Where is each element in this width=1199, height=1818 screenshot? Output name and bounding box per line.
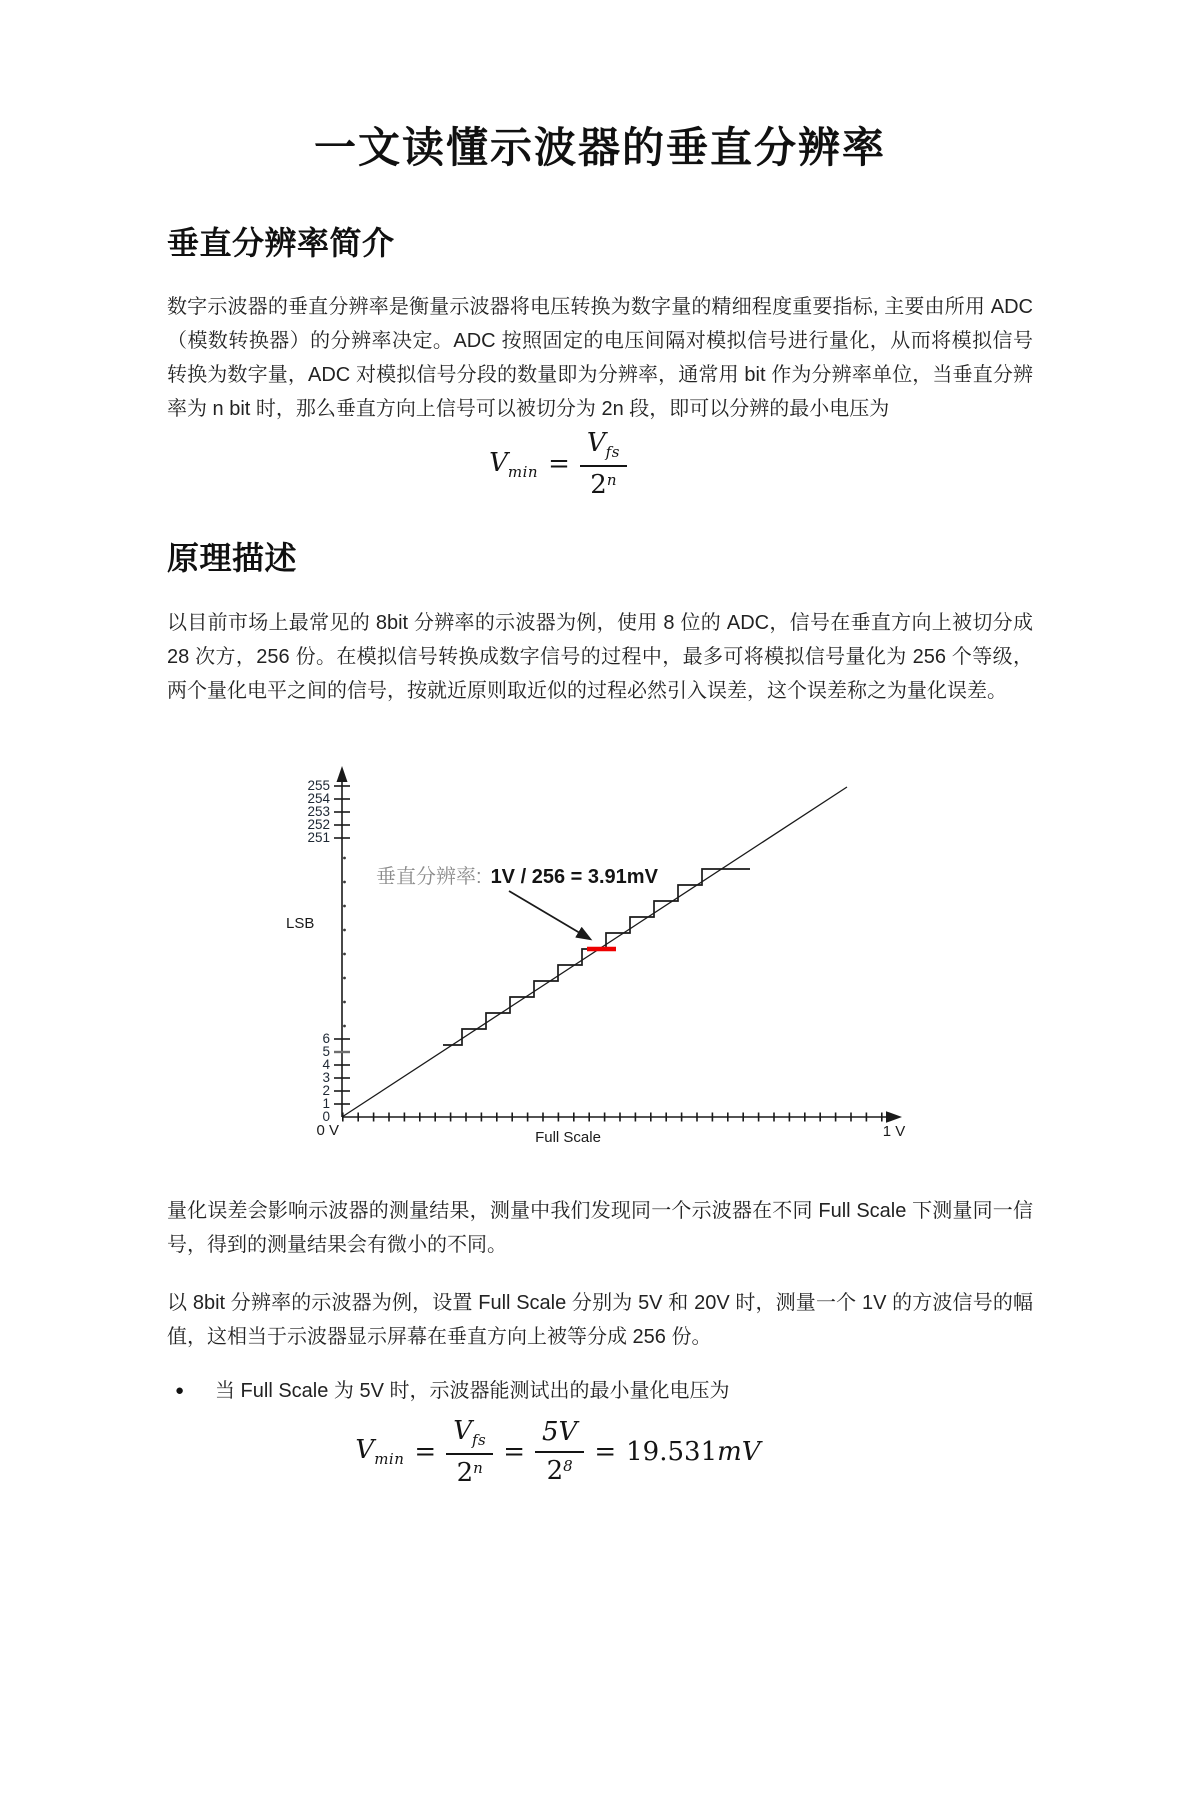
- quantization-staircase: [443, 869, 750, 1045]
- x-axis-arrow-icon: [886, 1111, 902, 1123]
- quantization-chart: [260, 762, 940, 1164]
- y-tick-label: 2: [322, 1082, 330, 1098]
- y-axis-label: LSB: [286, 914, 315, 932]
- section-heading-intro: 垂直分辨率简介: [167, 224, 395, 261]
- y-tick-label: 4: [322, 1056, 330, 1072]
- y-tick-label: 6: [322, 1030, 330, 1046]
- formula-vmin: [125, 428, 991, 500]
- y-tick-label: 3: [322, 1069, 330, 1085]
- y-axis-arrow-icon: [337, 766, 348, 782]
- y-axis-ellipsis-dots: [343, 856, 346, 1027]
- x-axis-title: Full Scale: [535, 1128, 601, 1146]
- ideal-ramp-line: [342, 787, 847, 1117]
- y-tick-label: 253: [307, 803, 330, 819]
- bullet-text: 当 Full Scale 为 5V 时，示波器能测试出的最小量化电压为: [215, 1379, 730, 1402]
- principle-paragraph: 以目前市场上最常见的 8bit 分辨率的示波器为例，使用 8 位的 ADC，信号在垂直方向上被切分成 28 次方，256 份。在模拟信号转换成数字信号的过程中，最多可将模拟信号量化为 256 个等级，两个量化电平之间的信号，按就近原则取近似的过程必然引入误差，这个误差称之为量化误差。: [167, 611, 1033, 702]
- formula-result: 19.531mV: [626, 1436, 761, 1467]
- section-heading-principle: 原理描述: [167, 540, 298, 577]
- y-tick-label: 255: [307, 777, 330, 793]
- x-axis-origin-label: 0 V: [316, 1121, 339, 1139]
- equals-sign: =: [503, 1436, 526, 1467]
- intro-paragraph: 数字示波器的垂直分辨率是衡量示波器将电压转换为数字量的精细程度重要指标, 主要由所用 ADC（模数转换器）的分辨率决定。ADC 按照固定的电压间隔对模拟信号进行量化，从而将模拟信号转换为数字量，ADC 对模拟信号分段的数量即为分辨率，通常用 bit 作为分辨率单位，当垂直分辨率为 n bit 时，那么垂直方向上信号可以被切分为 2n 段，即可以分辨的最小电压为: [167, 296, 1033, 421]
- document-page: [167, 122, 1033, 1488]
- x-axis-end-label: 1 V: [882, 1122, 906, 1140]
- chart-annotation: 垂直分辨率: 1V / 256 = 3.91mV: [376, 865, 658, 888]
- formula-vmin-5v: [125, 1416, 991, 1488]
- quantization-figure: [260, 762, 1033, 1164]
- formula-fraction: $\frac{V_{fs}}{2^n}$: [580, 428, 627, 500]
- bullet-marker-icon: ●: [175, 1381, 185, 1399]
- formula-fraction-5v: $\frac{5V}{2^8}$: [535, 1417, 584, 1486]
- page-title: 一文读懂示波器的垂直分辨率: [313, 124, 886, 171]
- equals-sign: =: [414, 1436, 437, 1467]
- bullet-item: [167, 1376, 1033, 1406]
- y-tick-label: 0: [322, 1108, 330, 1124]
- equals-sign: =: [548, 449, 570, 480]
- formula-lhs: $V_{min}$: [355, 1435, 405, 1469]
- quant-error-paragraph: 量化误差会影响示波器的测量结果，测量中我们发现同一个示波器在不同 Full Scale 下测量同一信号，得到的测量结果会有微小的不同。: [167, 1199, 1033, 1256]
- y-tick-label: 252: [307, 816, 330, 832]
- y-tick-label: 251: [307, 829, 330, 845]
- y-tick-label: 1: [322, 1095, 330, 1111]
- formula-fraction-general: $\frac{V_{fs}}{2^n}$: [446, 1416, 493, 1488]
- y-tick-label: 254: [307, 790, 330, 806]
- example-paragraph: 以 8bit 分辨率的示波器为例，设置 Full Scale 分别为 5V 和 20V 时，测量一个 1V 的方波信号的幅值，这相当于示波器显示屏幕在垂直方向上被等分成 256 份。: [167, 1291, 1033, 1348]
- annotation-arrow-icon: [509, 891, 590, 939]
- equals-sign: =: [594, 1436, 617, 1467]
- y-tick-label: 5: [322, 1043, 330, 1059]
- formula-lhs: $V_{min}$: [489, 447, 539, 481]
